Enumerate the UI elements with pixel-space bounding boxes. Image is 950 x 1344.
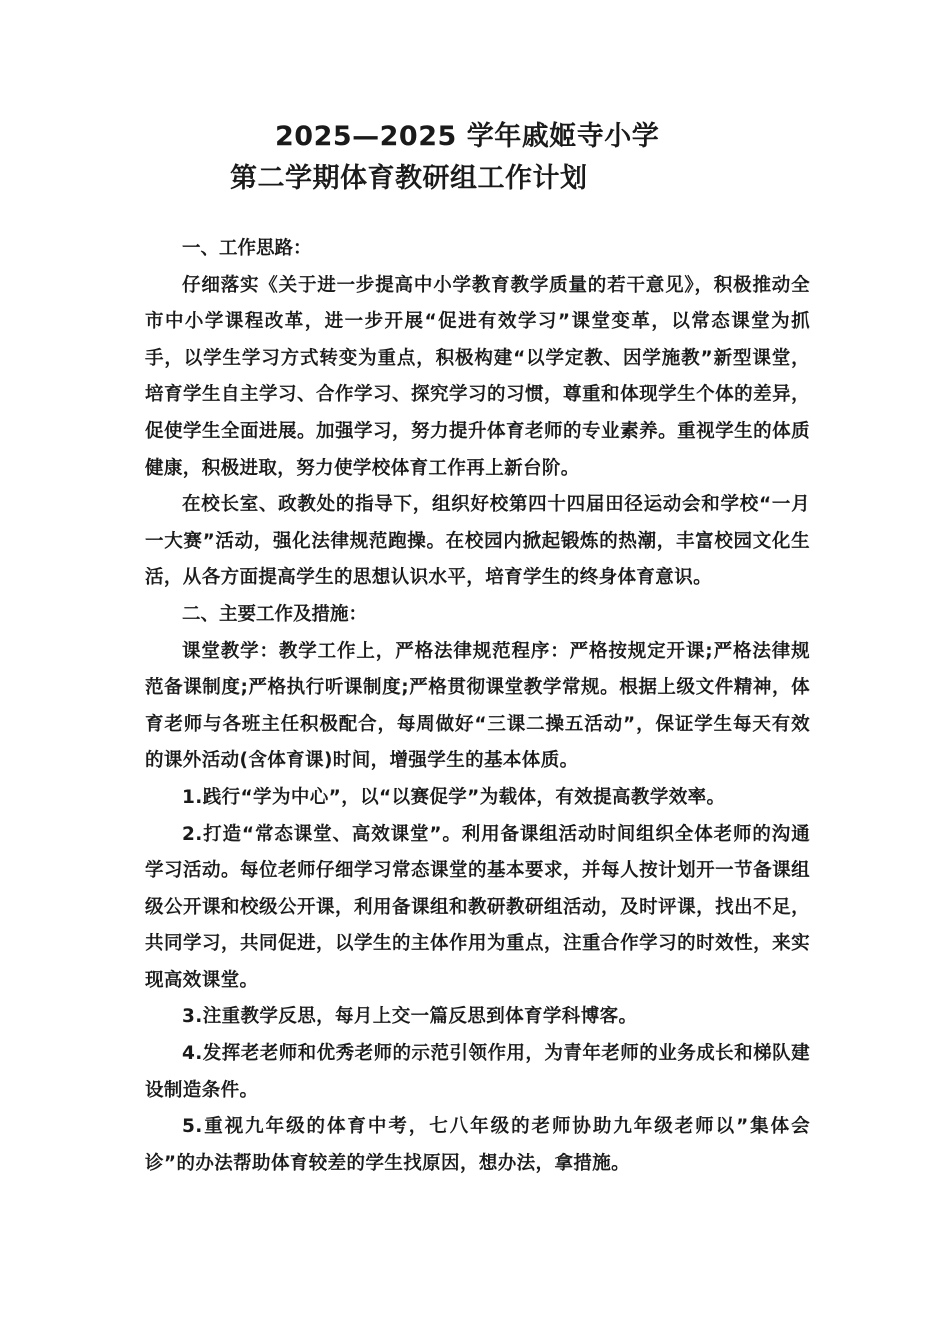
list-item-2: 2.打造“常态课堂、高效课堂”。利用备课组活动时间组织全体老师的沟通学习活动。每位老师仔细学习常态课堂的基本要求，并每人按计划开一节备课组级公开课和校级公开课，利用备课组和教研教研组活动，及时评课，找出不足，共同学习，共同促进，以学生的主体作用为重点，注重合作学习的时效性，来实现高效课堂。 <box>145 823 810 991</box>
document-title-line1: 2025—2025 学年戚姬寺小学 <box>275 121 660 152</box>
document-body <box>145 231 810 1182</box>
paragraph-work-ideas-1: 仔细落实《关于进一步提高中小学教育教学质量的若干意见》，积极推动全市中小学课程改革，进一步开展“促进有效学习”课堂变革，以常态课堂为抓手，以学生学习方式转变为重点，积极构建“以学定教、因学施教”新型课堂，培育学生自主学习、合作学习、探究学习的习惯，尊重和体现学生个体的差异，促使学生全面进展。加强学习，努力提升体育老师的专业素养。重视学生的体质健康，积极进取，努力使学校体育工作再上新台阶。 <box>145 274 810 479</box>
document-title-line2: 第二学期体育教研组工作计划 <box>230 163 588 194</box>
list-item-5: 5.重视九年级的体育中考，七八年级的老师协助九年级老师以”集体会诊”的办法帮助体育较差的学生找原因，想办法，拿措施。 <box>145 1116 810 1174</box>
list-item-3: 3.注重教学反思，每月上交一篇反思到体育学科博客。 <box>182 1006 638 1028</box>
section-heading-work-ideas: 一、工作思路： <box>182 238 312 259</box>
list-item-1: 1.践行“学为中心”，以“以赛促学”为载体，有效提高教学效率。 <box>182 786 726 808</box>
list-item-4: 4.发挥老老师和优秀老师的示范引领作用，为青年老师的业务成长和梯队建设制造条件。 <box>145 1043 810 1101</box>
paragraph-work-ideas-2: 在校长室、政教处的指导下，组织好校第四十四届田径运动会和学校“一月一大赛”活动，强化法律规范跑操。在校园内掀起锻炼的热潮，丰富校园文化生活，从各方面提高学生的思想认识水平，培育学生的终身体育意识。 <box>145 494 810 589</box>
paragraph-classroom-teaching: 课堂教学：教学工作上，严格法律规范程序：严格按规定开课;严格法律规范备课制度;严格执行听课制度;严格贯彻课堂教学常规。根据上级文件精神，体育老师与各班主任积极配合，每周做好“三课二操五活动”，保证学生每天有效的课外活动(含体育课)时间，增强学生的基本体质。 <box>145 640 810 772</box>
section-heading-main-work: 二、主要工作及措施： <box>182 603 368 625</box>
